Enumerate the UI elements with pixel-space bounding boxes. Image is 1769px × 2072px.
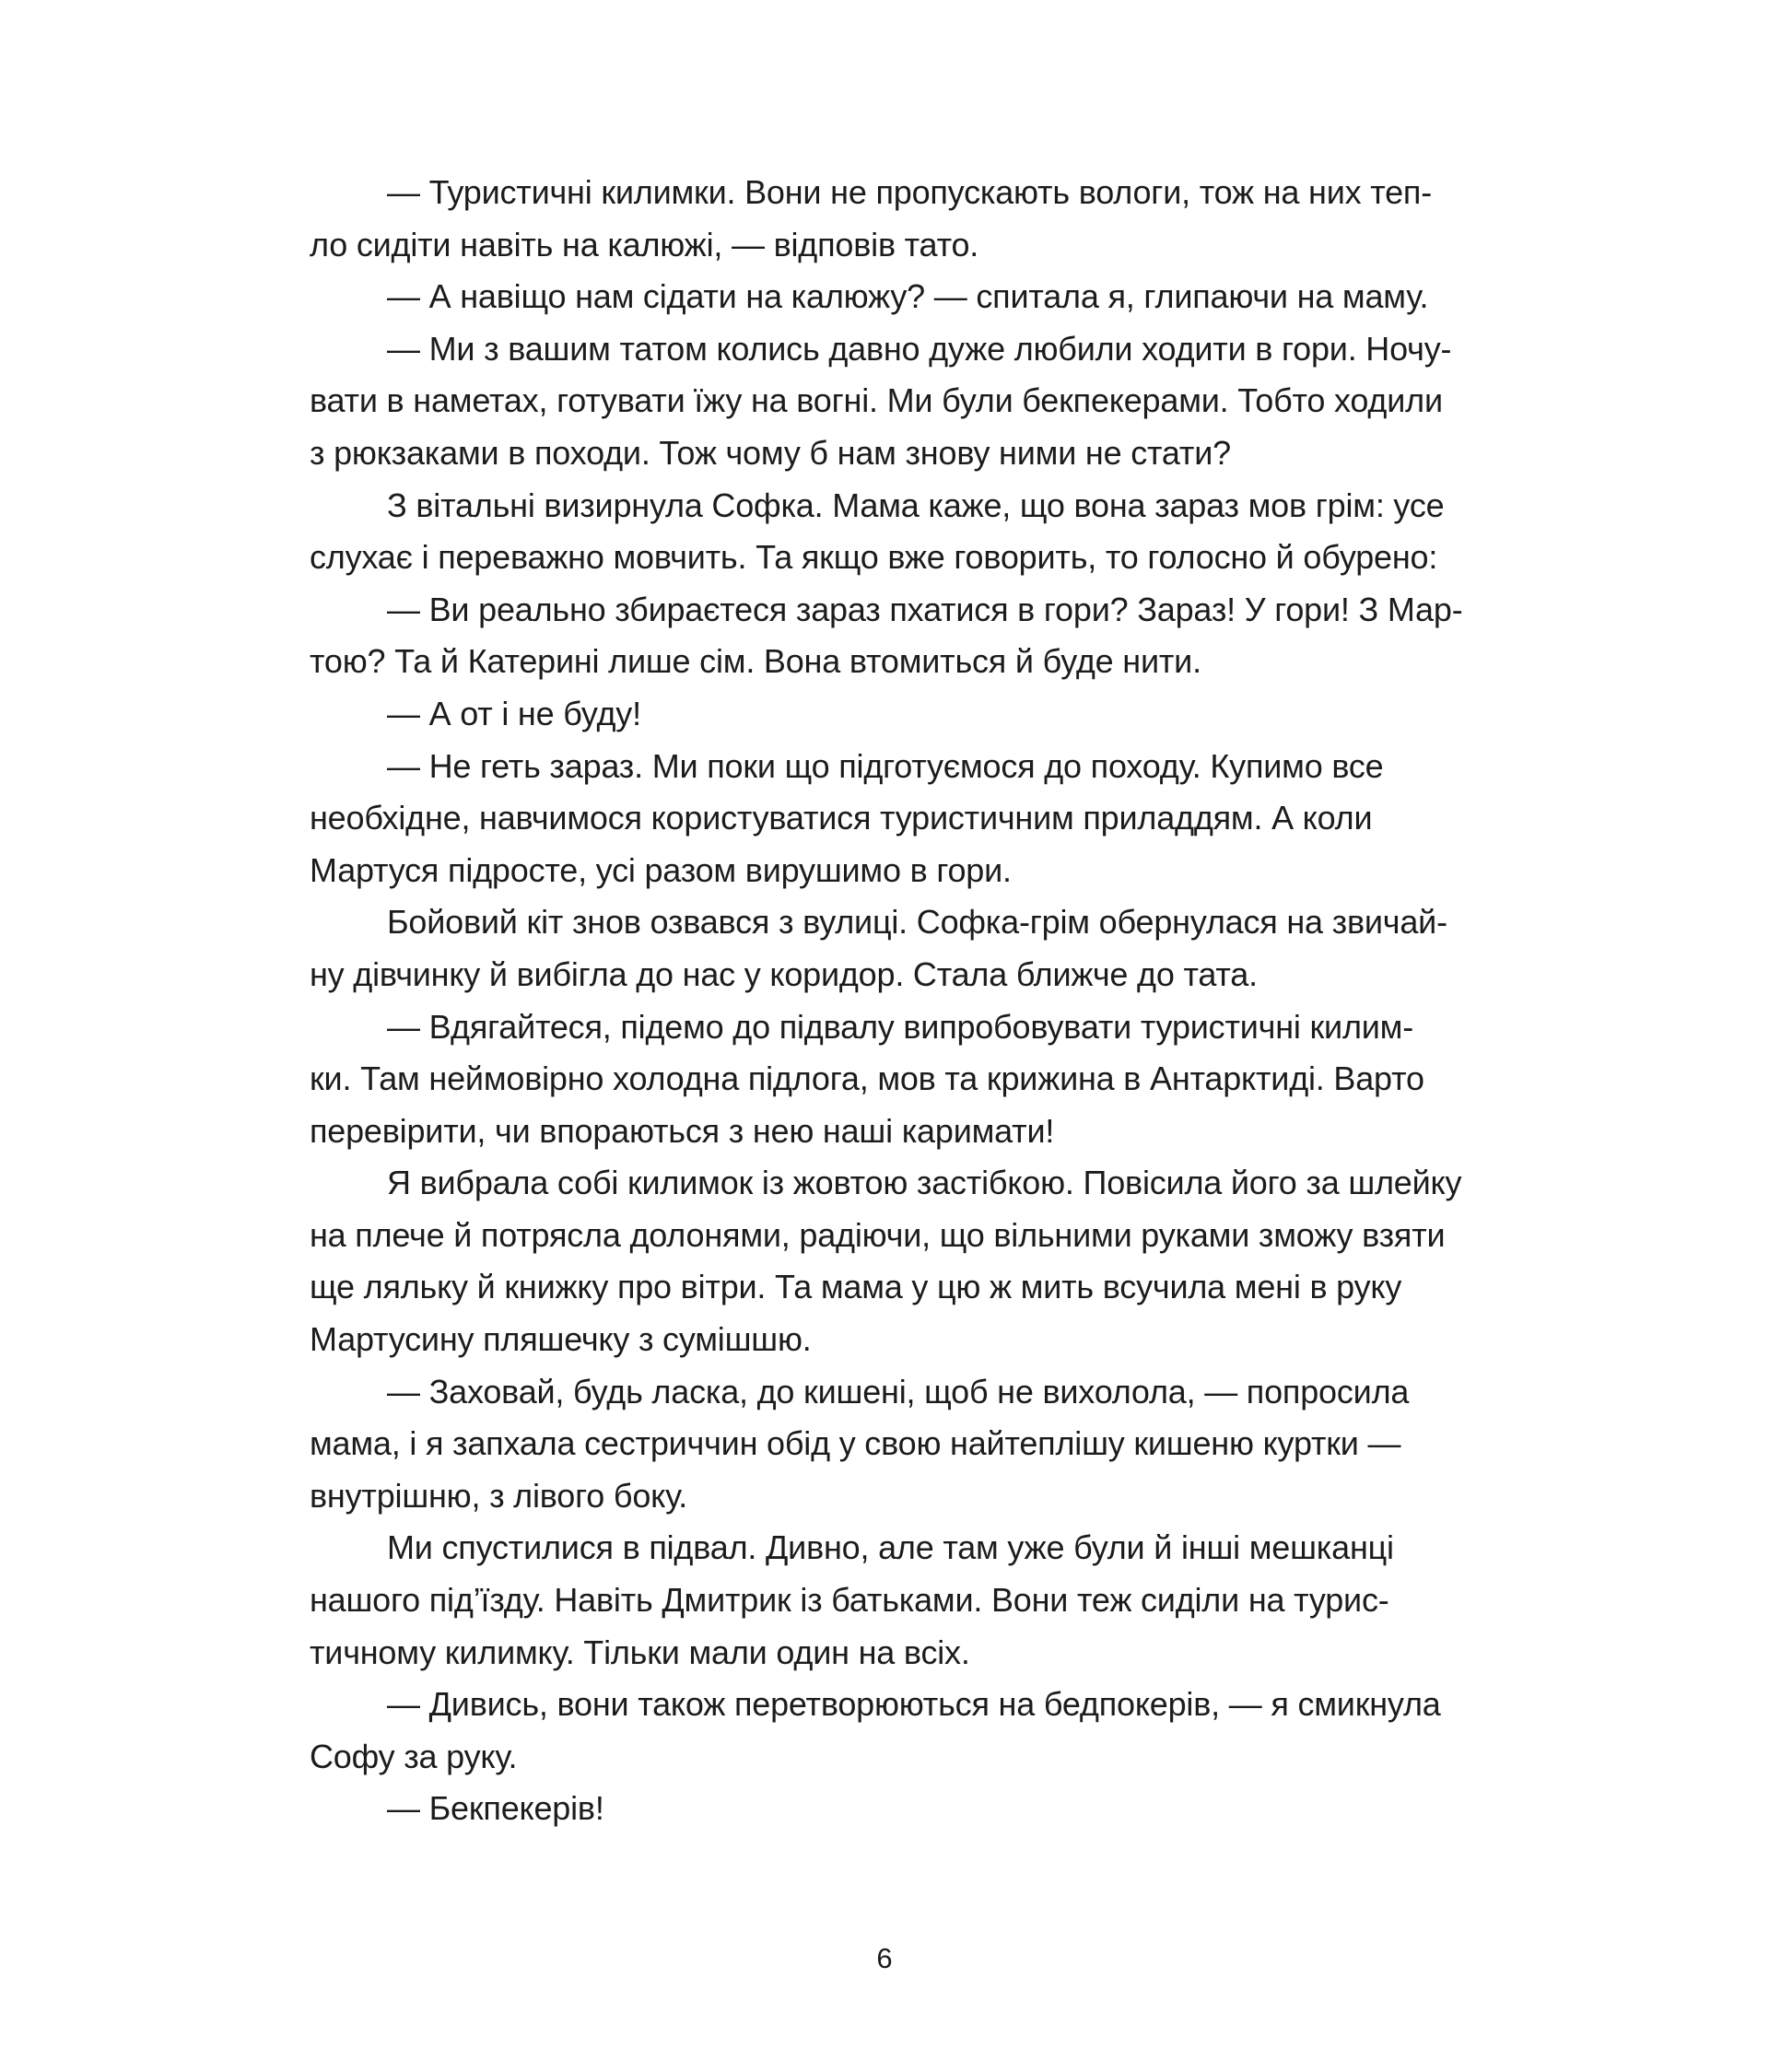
text-line: на плече й потрясла долонями, радіючи, що вільними руками зможу взяти: [310, 1215, 1446, 1254]
text-line: перевірити, чи впораються з нею наші каримати!: [310, 1111, 1055, 1150]
text-line: — Заховай, будь ласка, до кишені, щоб не вихолола, — попросила: [387, 1372, 1410, 1411]
text-line: внутрішню, з лівого боку.: [310, 1476, 688, 1515]
text-line: — Ми з вашим татом колись давно дуже любили ходити в гори. Ночу-: [387, 329, 1452, 368]
text-line: З вітальні визирнула Софка. Мама каже, що вона зараз мов грім: усе: [387, 486, 1445, 524]
page-number: 6: [876, 1942, 893, 1974]
body-text: [310, 167, 1466, 1835]
text-line: мама, і я запхала сестриччин обід у свою найтеплішу кишеню куртки —: [310, 1424, 1401, 1463]
text-line: — А от і не буду!: [387, 694, 641, 732]
text-line: ну дівчинку й вибігла до нас у коридор. Стала ближче до тата.: [310, 954, 1258, 993]
text-line: — А навіщо нам сідати на калюжу? — спитала я, глипаючи на маму.: [387, 277, 1429, 316]
text-line: ло сидіти навіть на калюжі, — відповів тато.: [310, 225, 979, 263]
text-line: нашого під’їзду. Навіть Дмитрик із батьками. Вони теж сиділи на турис-: [310, 1581, 1389, 1620]
text-line: Мартуся підросте, усі разом вирушимо в гори.: [310, 850, 1012, 889]
text-line: Я вибрала собі килимок із жовтою застібкою. Повісила його за шлейку: [387, 1164, 1462, 1202]
text-line: ще ляльку й книжку про вітри. Та мама у цю ж мить всучила мені в руку: [310, 1268, 1402, 1306]
text-line: слухає і переважно мовчить. Та якщо вже говорить, то голосно й обурено:: [310, 538, 1438, 577]
text-line: ки. Там неймовірно холодна підлога, мов та крижина в Антарктиді. Варто: [310, 1059, 1424, 1098]
text-line: Мартусину пляшечку з сумішшю.: [310, 1320, 812, 1359]
text-line: тою? Та й Катерині лише сім. Вона втомиться й буде нити.: [310, 642, 1201, 681]
text-line: — Бекпекерів!: [387, 1789, 604, 1828]
text-line: — Ви реально збираєтеся зараз пхатися в гори? Зараз! У гори! З Мар-: [387, 590, 1463, 628]
text-line: Бойовий кіт знов озвався з вулиці. Софка-грім обернулася на звичай-: [387, 903, 1447, 942]
text-line: — Дивись, вони також перетворюються на бедпокерів, — я смикнула: [387, 1685, 1441, 1724]
text-line: тичному килимку. Тільки мали один на всіх.: [310, 1633, 970, 1671]
text-line: — Вдягайтеся, підемо до підвалу випробовувати туристичні килим-: [387, 1007, 1414, 1046]
text-line: Софу за руку.: [310, 1737, 518, 1775]
text-line: Ми спустилися в підвал. Дивно, але там уже були й інші мешканці: [387, 1528, 1394, 1567]
text-line: необхідне, навчимося користуватися туристичним приладдям. А коли: [310, 799, 1373, 837]
text-line: з рюкзаками в походи. Тож чому б нам знову ними не стати?: [310, 433, 1231, 472]
text-line: — Туристичні килимки. Вони не пропускають вологи, тож на них теп-: [387, 173, 1432, 211]
text-line: — Не геть зараз. Ми поки що підготуємося до походу. Купимо все: [387, 746, 1384, 785]
text-line: вати в наметах, готувати їжу на вогні. Ми були бекпекерами. Тобто ходили: [310, 381, 1443, 420]
